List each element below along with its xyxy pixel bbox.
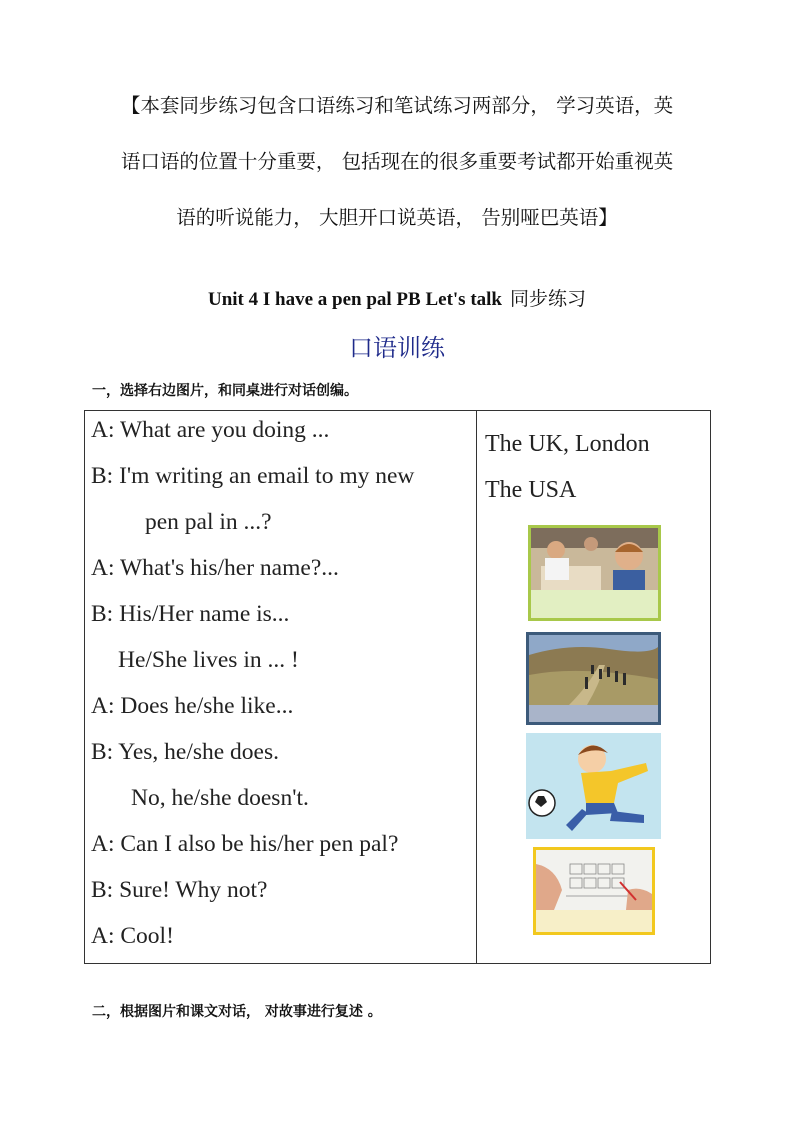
intro-line-1: 【本套同步练习包含口语练习和笔试练习两部分， 学习英语，英 bbox=[120, 94, 674, 117]
dialog-table bbox=[84, 410, 711, 964]
intro-paragraph bbox=[80, 78, 714, 246]
dialog-line: B: His/Her name is... bbox=[91, 601, 290, 627]
dialog-line: A: Does he/she like... bbox=[91, 693, 294, 719]
dialog-line: A: What's his/her name?... bbox=[91, 555, 339, 581]
question-2: 二，根据图片和课文对话， 对故事进行复述 。 bbox=[92, 1004, 382, 1020]
intro-line-2: 语口语的位置十分重要， 包括现在的很多重要考试都开始重视英 bbox=[120, 150, 674, 173]
place-usa: The USA bbox=[485, 477, 577, 503]
unit-title-chinese: 同步练习 bbox=[510, 288, 587, 310]
dialog-line: A: What are you doing ... bbox=[91, 417, 330, 443]
section-title: 口语训练 bbox=[349, 334, 445, 362]
dialog-line: B: Sure! Why not? bbox=[91, 877, 268, 903]
cooking-photo-icon bbox=[528, 525, 661, 621]
question-1: 一，选择右边图片，和同桌进行对话创编。 bbox=[92, 383, 358, 399]
table-divider bbox=[476, 411, 477, 963]
dialog-line: A: Can I also be his/her pen pal? bbox=[91, 831, 399, 857]
football-cartoon-icon bbox=[526, 733, 661, 839]
unit-title-english: Unit 4 I have a pen pal PB Let's talk bbox=[207, 289, 502, 310]
unit-title bbox=[0, 284, 794, 311]
dialog-line: B: Yes, he/she does. bbox=[91, 739, 280, 765]
dialog-line: He/She lives in ... ! bbox=[118, 647, 299, 673]
dialog-line: No, he/she doesn't. bbox=[131, 785, 309, 811]
hiking-photo-icon bbox=[526, 632, 661, 725]
writing-chinese-photo-icon bbox=[533, 847, 655, 935]
dialog-line: pen pal in ...? bbox=[145, 509, 272, 535]
place-uk: The UK, London bbox=[485, 431, 650, 457]
dialog-line: A: Cool! bbox=[91, 923, 174, 949]
intro-line-3: 语的听说能力， 大胆开口说英语， 告别哑巴英语】 bbox=[176, 206, 618, 229]
dialog-line: B: I'm writing an email to my new bbox=[91, 463, 415, 489]
